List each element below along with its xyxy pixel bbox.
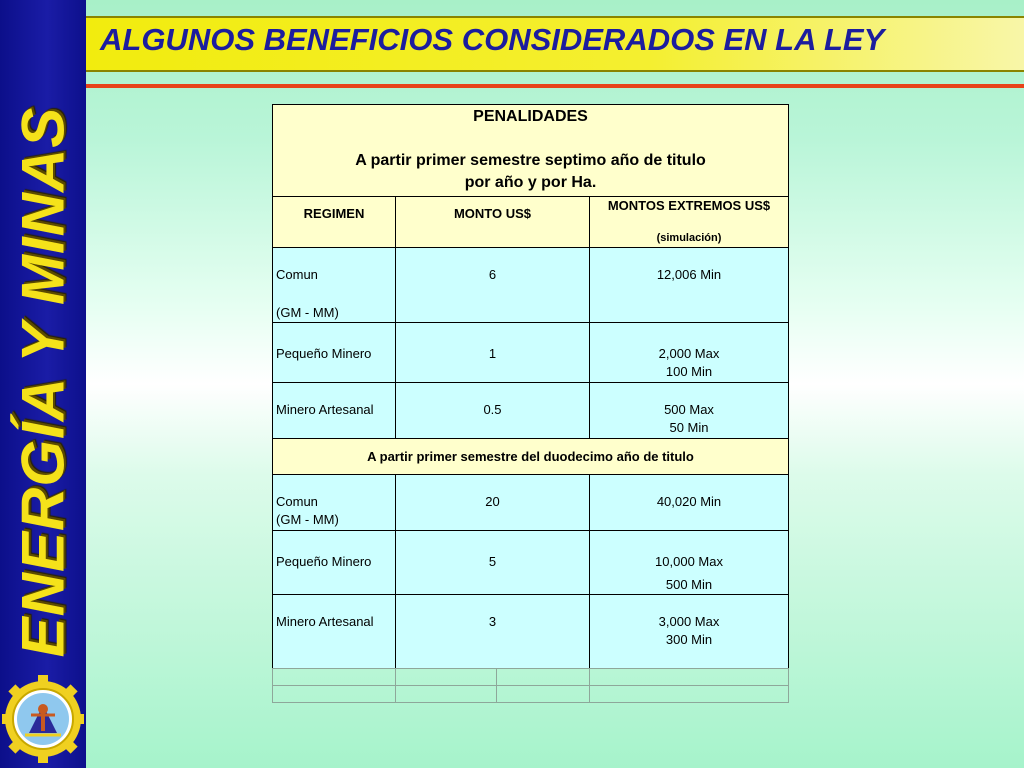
column-header-extremos: MONTOS EXTREMOS US$ (simulación): [590, 197, 789, 248]
spreadsheet-grid: [272, 668, 789, 703]
column-header-regimen: REGIMEN: [273, 197, 396, 248]
section-2-title: A partir primer semestre del duodecimo año de titulo: [273, 439, 789, 475]
extremos-value: 12,006 Min: [656, 267, 722, 282]
regimen-name: Comun: [276, 494, 318, 509]
regimen-detail: (GM - MM): [276, 512, 339, 527]
monto-value: 0.5: [483, 402, 502, 417]
table-row: [273, 383, 789, 439]
table-row: [273, 475, 789, 531]
extremos-max: 3,000 Max: [658, 614, 720, 629]
monto-value: 5: [488, 554, 497, 569]
table-row: [273, 248, 789, 323]
extremos-max: 2,000 Max: [658, 346, 720, 361]
table-header: [273, 105, 789, 197]
regimen-name: Comun: [276, 267, 318, 282]
regimen-detail: (GM - MM): [276, 305, 339, 320]
monto-value: 6: [488, 267, 497, 282]
penalties-table: [272, 104, 789, 669]
extremos-max: 10,000 Max: [655, 554, 723, 569]
extremos-max: 500 Max: [664, 402, 714, 417]
monto-value: 1: [488, 346, 497, 361]
extremos-value: 40,020 Min: [656, 494, 722, 509]
monto-value: 20: [485, 494, 500, 509]
table-title: PENALIDADES: [473, 108, 588, 125]
regimen-name: Minero Artesanal: [276, 614, 374, 629]
extremos-min: 500 Min: [665, 577, 713, 592]
regimen-name: Pequeño Minero: [276, 554, 372, 569]
slide-title: ALGUNOS BENEFICIOS CONSIDERADOS EN LA LEY: [100, 22, 885, 57]
sidebar-title: ENERGÍA Y MINAS: [9, 106, 77, 658]
extremos-min: 50 Min: [669, 420, 709, 435]
regimen-name: Minero Artesanal: [276, 402, 374, 417]
table-row: [273, 531, 789, 595]
divider-line: [86, 84, 1024, 88]
monto-value: 3: [488, 614, 497, 629]
sidebar-banner: [0, 0, 86, 768]
gear-emblem-icon: [2, 674, 84, 764]
extremos-min: 300 Min: [665, 632, 713, 647]
column-header-monto: MONTO US$: [396, 197, 590, 248]
extremos-min: 100 Min: [665, 364, 713, 379]
regimen-name: Pequeño Minero: [276, 346, 372, 361]
table-row: [273, 323, 789, 383]
table-subtitle-1: A partir primer semestre septimo año de titulo: [355, 152, 706, 169]
table-subtitle-2: por año y por Ha.: [464, 174, 597, 191]
table-row: [273, 595, 789, 669]
